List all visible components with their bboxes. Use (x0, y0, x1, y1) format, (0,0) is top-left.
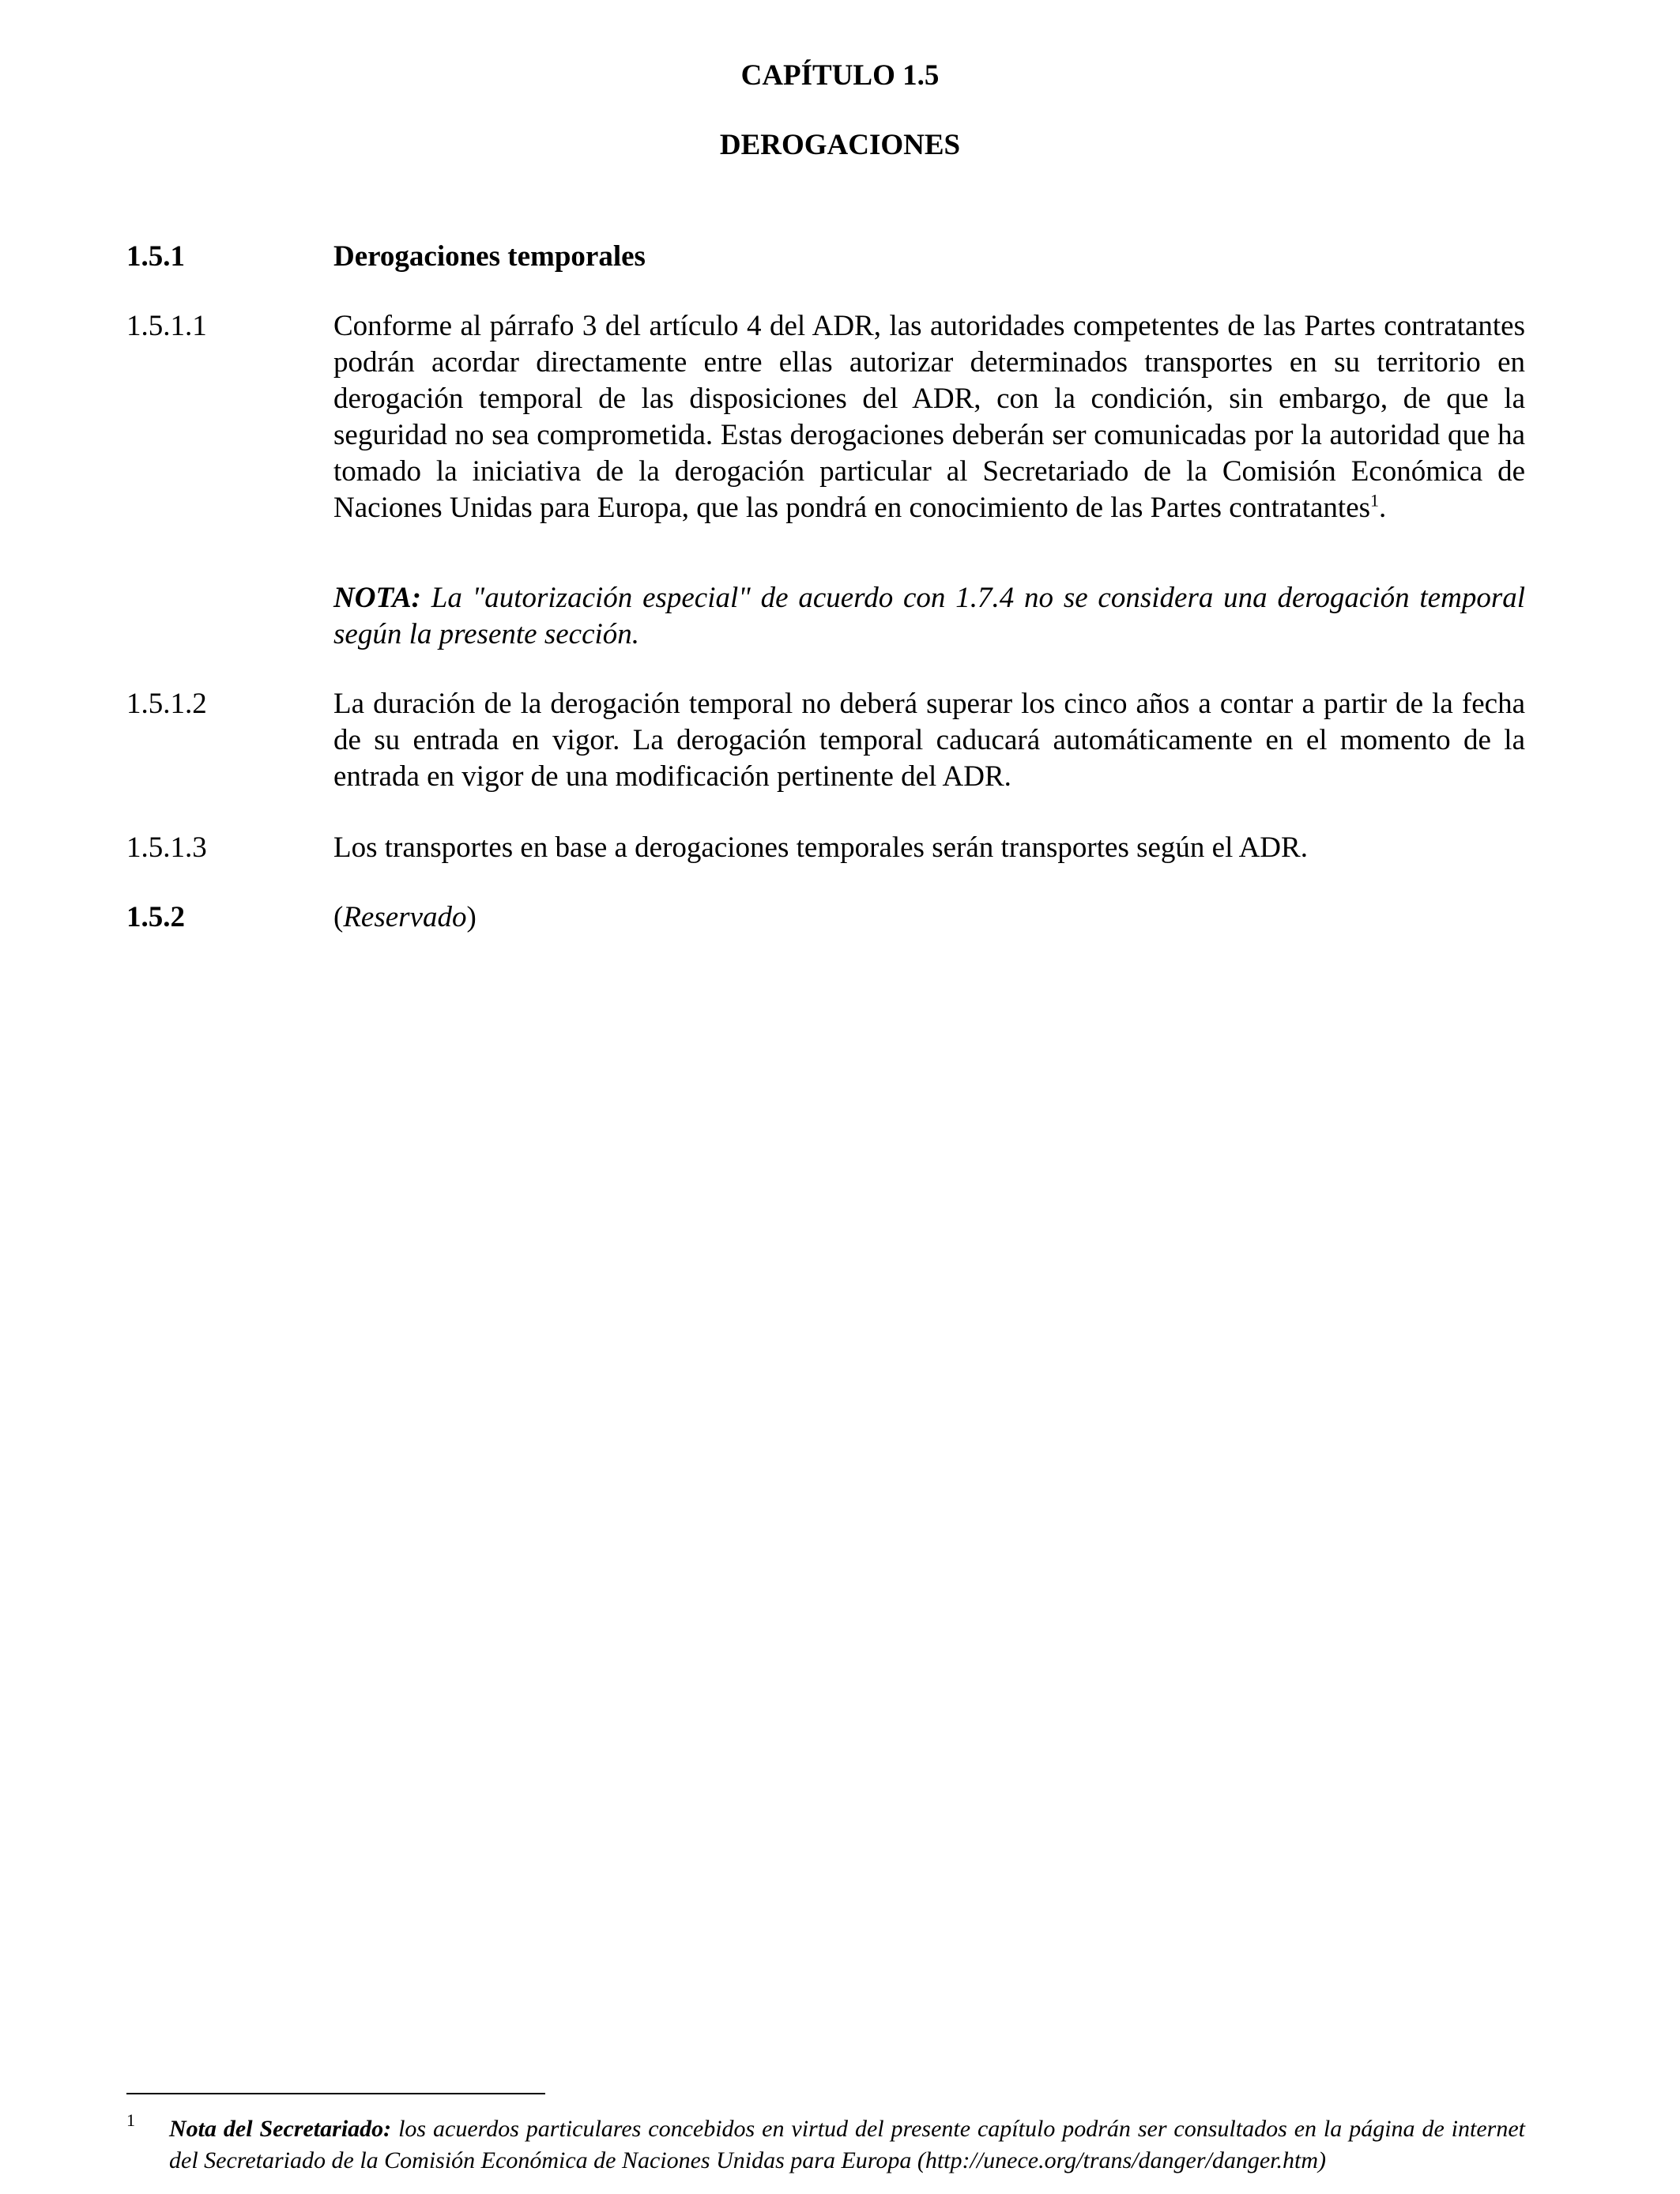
footnote-mark: 1 (126, 2110, 135, 2130)
note-label: NOTA: (333, 582, 421, 614)
paren-close: ) (466, 901, 477, 933)
footnote-body: los acuerdos particulares concebidos en virtud del presente capítulo podrán ser consultados en la página de internet del Secretariado de la Comisión Económica de Naciones Unidas para Europa (http://unece.org/trans/danger/danger.htm) (169, 2116, 1525, 2173)
paragraph-text: Conforme al párrafo 3 del artículo 4 del ADR, las autoridades competentes de las Partes contratantes podrán acordar directamente entre ellas autorizar determinados transportes en su territorio en derogación temporal de las disposiciones del ADR, con la condición, sin embargo, de que la seguridad no sea comprometida. Estas derogaciones deberán ser comunicadas por la autoridad que ha tomado la iniciativa de la derogación particular al Secretariado de la Comisión Económica de Naciones Unidas para Europa, que las pondrá en conocimiento de las Partes contratantes (333, 310, 1525, 524)
section-number: 1.5.1.3 (126, 831, 207, 864)
section-paragraph: Los transportes en base a derogaciones temporales serán transportes según el ADR. (333, 831, 1308, 864)
section-heading: Derogaciones temporales (333, 240, 646, 273)
section-reserved (333, 899, 1525, 936)
note-paragraph (333, 580, 1525, 653)
footnote-separator (126, 2093, 545, 2094)
section-paragraph (333, 308, 1525, 526)
chapter-title: DEROGACIONES (719, 129, 961, 161)
section-number: 1.5.1.1 (126, 310, 207, 342)
footnote-reference: 1 (1370, 490, 1380, 511)
paren-open: ( (333, 901, 344, 933)
footnote-text (169, 2113, 1525, 2177)
chapter-number: CAPÍTULO 1.5 (740, 59, 940, 92)
section-number: 1.5.1 (126, 240, 185, 273)
section-paragraph: La duración de la derogación temporal no deberá superar los cinco años a contar a partir de la fecha de su entrada en vigor. La derogación temporal caducará automáticamente en el momento de la entrada en vigor de una modificación pertinente del ADR. (333, 688, 1525, 793)
note-text: La "autorización especial" de acuerdo con 1.7.4 no se considera una derogación temporal según la presente sección. (333, 582, 1525, 650)
section-number: 1.5.2 (126, 901, 185, 933)
paragraph-end: . (1379, 492, 1387, 524)
footnote-label: Nota del Secretariado: (169, 2116, 392, 2142)
reserved-label: Reservado (343, 901, 467, 933)
section-number: 1.5.1.2 (126, 688, 207, 720)
